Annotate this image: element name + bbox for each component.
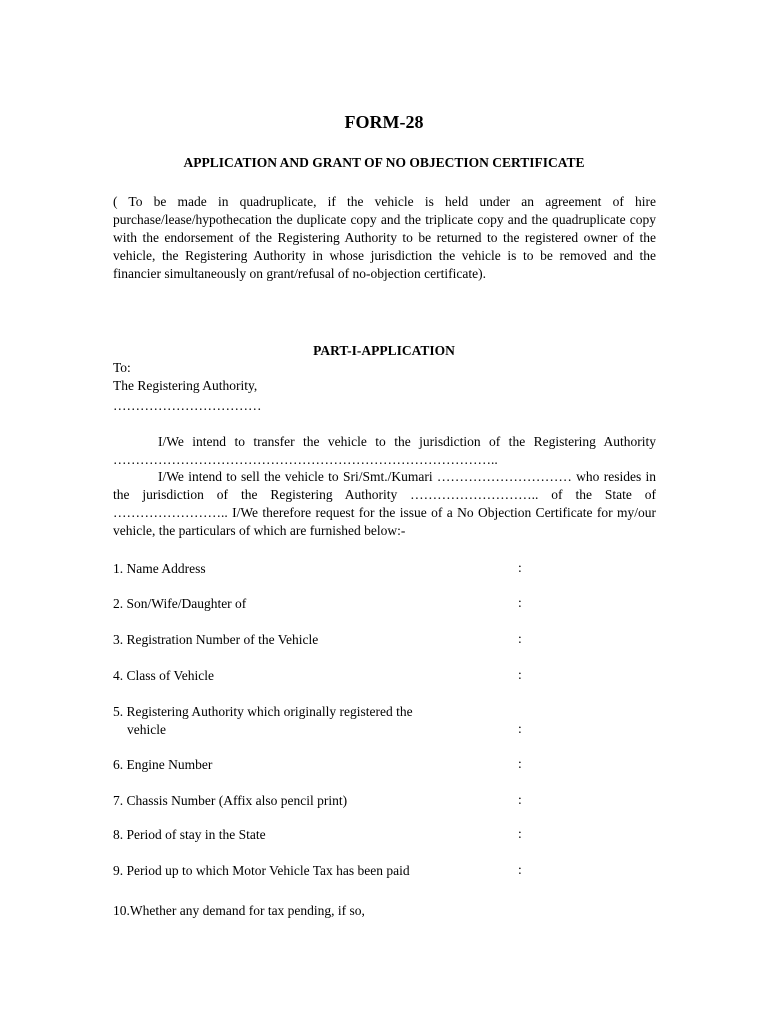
form-title: FORM-28: [344, 112, 424, 132]
item-tax-demand: 10.Whether any demand for tax pending, if so,: [113, 903, 365, 918]
transfer-paragraph: [113, 433, 656, 469]
item-stay-period: 8. Period of stay in the State: [113, 827, 266, 842]
item-original-authority-label: 5. Registering Authority which originally registered the: [113, 704, 413, 719]
item-registration-number: 3. Registration Number of the Vehicle: [113, 632, 319, 647]
sale-text: I/We intend to sell the vehicle to Sri/Smt./Kumari ………………………… who resides in the jurisdiction of the Registering Authority ……………………….. of the State of …………………….. I/We therefore request for the issue of a No Objection Certificate for my/our vehicle, the particulars of which are furnished below:-: [113, 469, 656, 538]
item-original-authority-cont: vehicle: [127, 722, 166, 737]
item-colon: :: [518, 721, 522, 736]
item-colon: :: [518, 792, 522, 807]
authority-blank: ……………………………: [113, 398, 262, 413]
item-colon: :: [518, 756, 522, 771]
item-original-authority: [113, 703, 533, 739]
item-colon: :: [518, 631, 522, 646]
item-vehicle-class: 4. Class of Vehicle: [113, 668, 214, 683]
item-colon: :: [518, 595, 522, 610]
part-heading: PART-I-APPLICATION: [313, 343, 455, 358]
item-name-address: 1. Name Address: [113, 561, 206, 576]
form-subtitle: APPLICATION AND GRANT OF NO OBJECTION CERTIFICATE: [183, 155, 585, 170]
to-label: To:: [113, 360, 131, 375]
item-chassis-number: 7. Chassis Number (Affix also pencil print): [113, 793, 348, 808]
transfer-text: I/We intend to transfer the vehicle to the jurisdiction of the Registering Authority …………………………………………………………………………..: [113, 434, 656, 467]
item-colon: :: [518, 862, 522, 877]
item-colon: :: [518, 667, 522, 682]
item-relation: 2. Son/Wife/Daughter of: [113, 596, 247, 611]
item-engine-number: 6. Engine Number: [113, 757, 213, 772]
sale-paragraph: [113, 468, 656, 540]
authority-label: The Registering Authority,: [113, 378, 258, 393]
item-tax-paid-period: 9. Period up to which Motor Vehicle Tax has been paid: [113, 863, 410, 878]
intro-paragraph: ( To be made in quadruplicate, if the vehicle is held under an agreement of hire purchase/lease/hypothecation the duplicate copy and the triplicate copy and the quadruplicate copy with the endorsement of the Registering Authority to be returned to the registered owner of the vehicle, the Registering Authority in whose jurisdiction the vehicle is to be removed and the financier simultaneously on grant/refusal of no-objection certificate).: [113, 194, 656, 281]
item-colon: :: [518, 826, 522, 841]
item-colon: :: [518, 560, 522, 575]
